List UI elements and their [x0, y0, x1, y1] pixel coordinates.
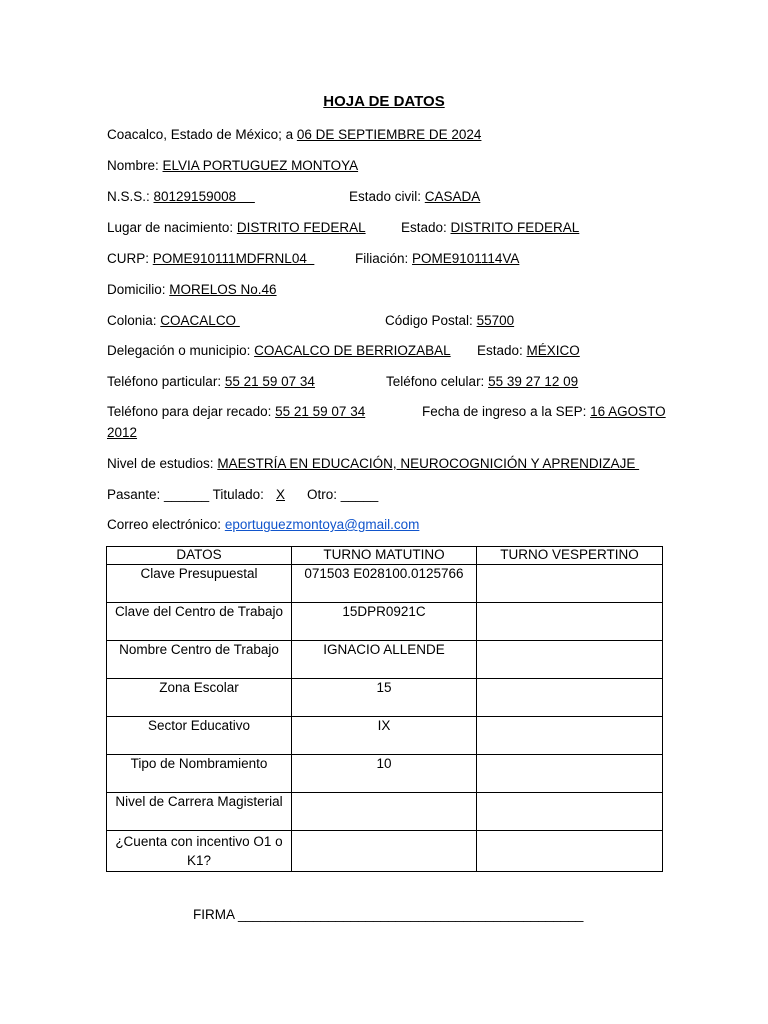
domicilio-value: MORELOS No.46 [169, 282, 277, 297]
table-row [107, 793, 663, 831]
matutino-cell [292, 831, 477, 872]
titulado-value: X [276, 487, 286, 502]
telefono-celular-value: 55 39 27 12 09 [488, 374, 579, 389]
telefono-celular-label: Teléfono celular: [386, 374, 489, 389]
lugar-nacimiento-line [107, 220, 366, 235]
telefono-celular-field [386, 374, 578, 389]
codigo-postal-label: Código Postal: [385, 313, 477, 328]
vespertino-cell [477, 603, 663, 641]
matutino-cell [292, 793, 477, 831]
firma-line [193, 907, 583, 922]
table-header-row [107, 547, 663, 565]
fecha-ingreso-year: 2012 [107, 425, 138, 440]
matutino-cell: IGNACIO ALLENDE [292, 641, 477, 679]
estado-nacimiento-label: Estado: [401, 220, 451, 235]
curp-label: CURP: [107, 251, 153, 266]
otro-value: _____ [340, 487, 379, 502]
matutino-cell: 071503 E028100.0125766 [292, 565, 477, 603]
delegacion-label: Delegación o municipio: [107, 343, 255, 358]
titulado-label: Titulado: [209, 487, 268, 502]
document-title: HOJA DE DATOS [323, 93, 445, 110]
table-row [107, 679, 663, 717]
nombre-value: ELVIA PORTUGUEZ MONTOYA [162, 158, 359, 173]
titulado-mark [276, 487, 285, 502]
estado-civil-field [349, 189, 480, 204]
vespertino-cell [477, 831, 663, 872]
pasante-value: ______ [164, 487, 210, 502]
fecha-ingreso-value: 16 AGOSTO [590, 404, 666, 419]
vespertino-cell [477, 717, 663, 755]
nss-value: 80129159008 [153, 189, 255, 204]
fecha-ingreso-year-line [107, 425, 137, 440]
date-value: 06 DE SEPTIEMBRE DE 2024 [296, 127, 482, 142]
colonia-label: Colonia: [107, 313, 161, 328]
delegacion-value: COACALCO DE BERRIOZABAL [254, 343, 451, 358]
estado-domicilio-value: MÉXICO [526, 343, 580, 358]
matutino-cell: 15DPR0921C [292, 603, 477, 641]
row-label: ¿Cuenta con incentivo O1 o K1? [107, 831, 292, 872]
codigo-postal-field [385, 313, 514, 328]
telefono-particular-label: Teléfono particular: [107, 374, 225, 389]
telefono-recado-value: 55 21 59 07 34 [275, 404, 366, 419]
nivel-estudios-line [107, 456, 639, 471]
estado-domicilio-field [477, 343, 580, 358]
colonia-value: COACALCO [160, 313, 240, 328]
row-label: Nivel de Carrera Magisterial [107, 793, 292, 831]
telefono-particular-line [107, 374, 315, 389]
row-label: Nombre Centro de Trabajo [107, 641, 292, 679]
place-label: Coacalco, Estado de México; a [107, 127, 297, 142]
place-date-line [107, 127, 481, 142]
estado-civil-value: CASADA [424, 189, 481, 204]
curp-line [107, 251, 314, 266]
vespertino-cell [477, 679, 663, 717]
estado-domicilio-label: Estado: [477, 343, 527, 358]
filiacion-field [355, 251, 519, 266]
estado-nacimiento-field [401, 220, 579, 235]
row-label: Clave del Centro de Trabajo [107, 603, 292, 641]
header-datos: DATOS [107, 547, 292, 565]
nss-line [107, 189, 255, 204]
table-row [107, 565, 663, 603]
lugar-nacimiento-label: Lugar de nacimiento: [107, 220, 237, 235]
telefono-particular-value: 55 21 59 07 34 [224, 374, 315, 389]
codigo-postal-value: 55700 [476, 313, 515, 328]
filiacion-label: Filiación: [355, 251, 413, 266]
telefono-recado-line [107, 404, 365, 419]
curp-value: POME910111MDFRNL04 [152, 251, 315, 266]
row-label: Sector Educativo [107, 717, 292, 755]
estado-nacimiento-value: DISTRITO FEDERAL [450, 220, 580, 235]
row-label: Tipo de Nombramiento [107, 755, 292, 793]
row-label: Clave Presupuestal [107, 565, 292, 603]
domicilio-label: Domicilio: [107, 282, 170, 297]
nombre-label: Nombre: [107, 158, 163, 173]
table-row [107, 641, 663, 679]
turnos-table [106, 546, 663, 872]
otro-field [307, 487, 378, 502]
row-label: Zona Escolar [107, 679, 292, 717]
nss-label: N.S.S.: [107, 189, 154, 204]
header-turno-matutino: TURNO MATUTINO [292, 547, 477, 565]
table-row [107, 717, 663, 755]
firma-blank: ______________________________________________ [238, 907, 584, 922]
domicilio-line [107, 282, 277, 297]
delegacion-line [107, 343, 451, 358]
table-row [107, 831, 663, 872]
fecha-ingreso-label: Fecha de ingreso a la SEP: [422, 404, 591, 419]
nombre-line [107, 158, 358, 173]
lugar-nacimiento-value: DISTRITO FEDERAL [236, 220, 366, 235]
filiacion-value: POME9101114VA [412, 251, 520, 266]
pasante-label: Pasante: [107, 487, 165, 502]
correo-line [107, 517, 419, 532]
vespertino-cell [477, 565, 663, 603]
correo-label: Correo electrónico: [107, 517, 225, 532]
vespertino-cell [477, 641, 663, 679]
table-row [107, 603, 663, 641]
nivel-estudios-value: MAESTRÍA EN EDUCACIÓN, NEUROCOGNICIÓN Y APRENDIZAJE [217, 456, 640, 471]
matutino-cell: 10 [292, 755, 477, 793]
nivel-estudios-label: Nivel de estudios: [107, 456, 218, 471]
telefono-recado-label: Teléfono para dejar recado: [107, 404, 276, 419]
colonia-line [107, 313, 240, 328]
vespertino-cell [477, 793, 663, 831]
firma-label: FIRMA [193, 907, 239, 922]
matutino-cell: 15 [292, 679, 477, 717]
fecha-ingreso-field [422, 404, 666, 419]
estado-civil-label: Estado civil: [349, 189, 425, 204]
header-turno-vespertino: TURNO VESPERTINO [477, 547, 663, 565]
pasante-line [107, 487, 268, 502]
vespertino-cell [477, 755, 663, 793]
otro-label: Otro: [307, 487, 341, 502]
table-row [107, 755, 663, 793]
email-link[interactable]: eportuguezmontoya@gmail.com [224, 517, 420, 532]
matutino-cell: IX [292, 717, 477, 755]
